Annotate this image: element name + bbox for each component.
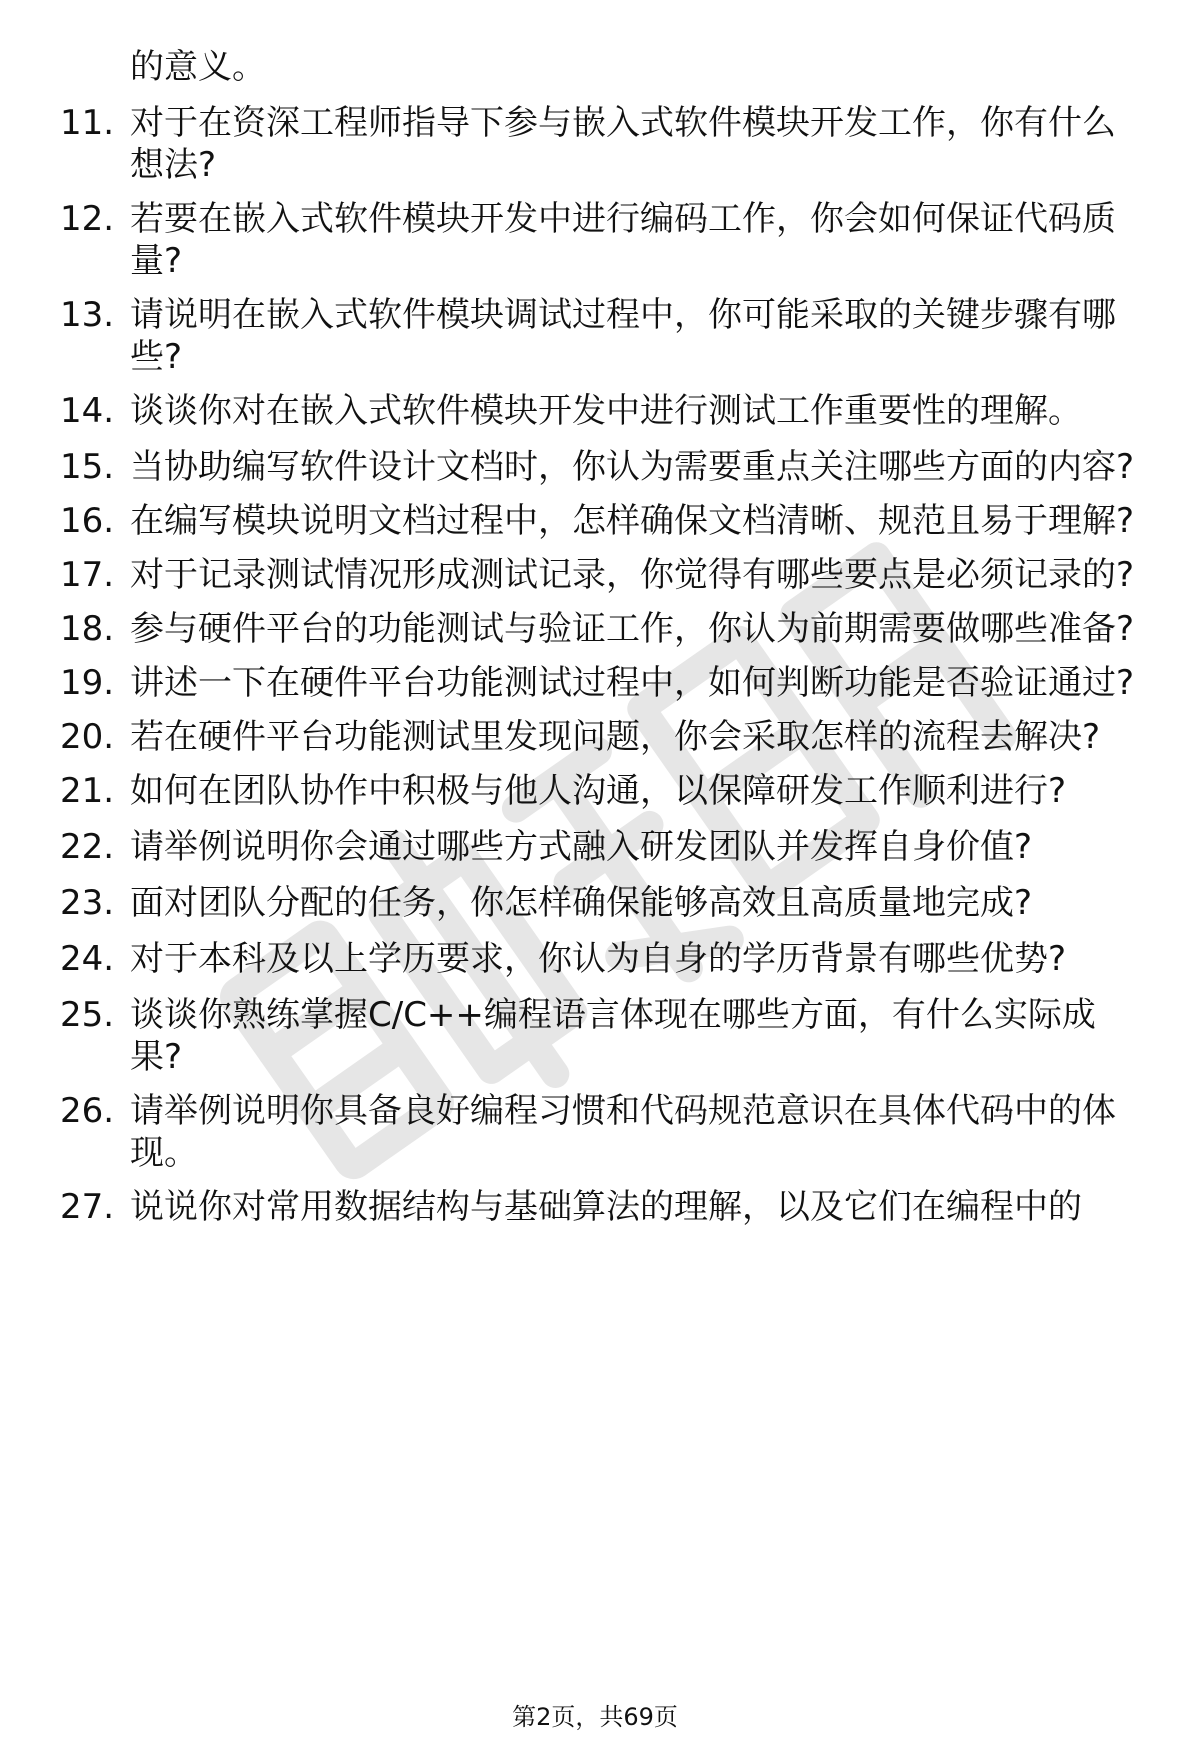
document-body — [60, 46, 1150, 1228]
question-number: 18. — [60, 609, 115, 649]
list-item — [60, 198, 1150, 282]
question-text: 对于记录测试情况形成测试记录，你觉得有哪些要点是必须记录的? — [130, 555, 1135, 595]
question-text: 若要在嵌入式软件模块开发中进行编码工作，你会如何保证代码质量? — [130, 199, 1116, 281]
question-text: 请举例说明你会通过哪些方式融入研发团队并发挥自身价值? — [130, 827, 1033, 867]
list-item — [60, 994, 1150, 1078]
question-number: 25. — [60, 995, 115, 1035]
question-number: 20. — [60, 717, 115, 757]
list-item — [60, 770, 1150, 812]
list-item — [60, 826, 1150, 868]
question-number: 26. — [60, 1091, 115, 1131]
list-item — [60, 446, 1150, 488]
question-number: 22. — [60, 827, 115, 867]
question-number: 23. — [60, 883, 115, 923]
question-text: 在编写模块说明文档过程中，怎样确保文档清晰、规范且易于理解? — [130, 501, 1135, 541]
question-number: 14. — [60, 391, 115, 431]
question-text: 谈谈你熟练掌握C/C++编程语言体现在哪些方面，有什么实际成果? — [130, 995, 1096, 1077]
list-item — [60, 1186, 1150, 1228]
question-text: 面对团队分配的任务，你怎样确保能够高效且高质量地完成? — [130, 883, 1033, 923]
question-text: 对于在资深工程师指导下参与嵌入式软件模块开发工作，你有什么想法? — [130, 103, 1116, 185]
question-number: 24. — [60, 939, 115, 979]
list-item — [60, 500, 1150, 542]
continuation-text: 的意义。 — [130, 47, 266, 87]
question-list — [60, 102, 1150, 1228]
question-text: 如何在团队协作中积极与他人沟通，以保障研发工作顺利进行? — [130, 771, 1067, 811]
question-text: 请说明在嵌入式软件模块调试过程中，你可能采取的关键步骤有哪些? — [130, 295, 1116, 377]
list-item — [60, 662, 1150, 704]
question-number: 21. — [60, 771, 115, 811]
question-text: 若在硬件平台功能测试里发现问题，你会采取怎样的流程去解决? — [130, 717, 1101, 757]
question-number: 11. — [60, 103, 115, 143]
list-item — [60, 608, 1150, 650]
list-item — [60, 1090, 1150, 1174]
list-item — [60, 554, 1150, 596]
question-number: 13. — [60, 295, 115, 335]
list-item — [60, 294, 1150, 378]
list-item — [60, 882, 1150, 924]
question-number: 15. — [60, 447, 115, 487]
question-number: 16. — [60, 501, 115, 541]
page-footer: 第2页，共69页 — [512, 1703, 678, 1731]
list-item — [60, 938, 1150, 980]
list-item — [60, 102, 1150, 186]
list-item — [60, 390, 1150, 432]
question-text: 参与硬件平台的功能测试与验证工作，你认为前期需要做哪些准备? — [130, 609, 1135, 649]
question-text: 说说你对常用数据结构与基础算法的理解，以及它们在编程中的 — [130, 1187, 1082, 1227]
question-text: 请举例说明你具备良好编程习惯和代码规范意识在具体代码中的体现。 — [130, 1091, 1116, 1173]
question-number: 19. — [60, 663, 115, 703]
question-number: 27. — [60, 1187, 115, 1227]
question-text: 谈谈你对在嵌入式软件模块开发中进行测试工作重要性的理解。 — [130, 391, 1082, 431]
question-text: 对于本科及以上学历要求，你认为自身的学历背景有哪些优势? — [130, 939, 1067, 979]
list-item — [60, 716, 1150, 758]
question-number: 17. — [60, 555, 115, 595]
question-text: 讲述一下在硬件平台功能测试过程中，如何判断功能是否验证通过? — [130, 663, 1135, 703]
question-number: 12. — [60, 199, 115, 239]
question-text: 当协助编写软件设计文档时，你认为需要重点关注哪些方面的内容? — [130, 447, 1135, 487]
